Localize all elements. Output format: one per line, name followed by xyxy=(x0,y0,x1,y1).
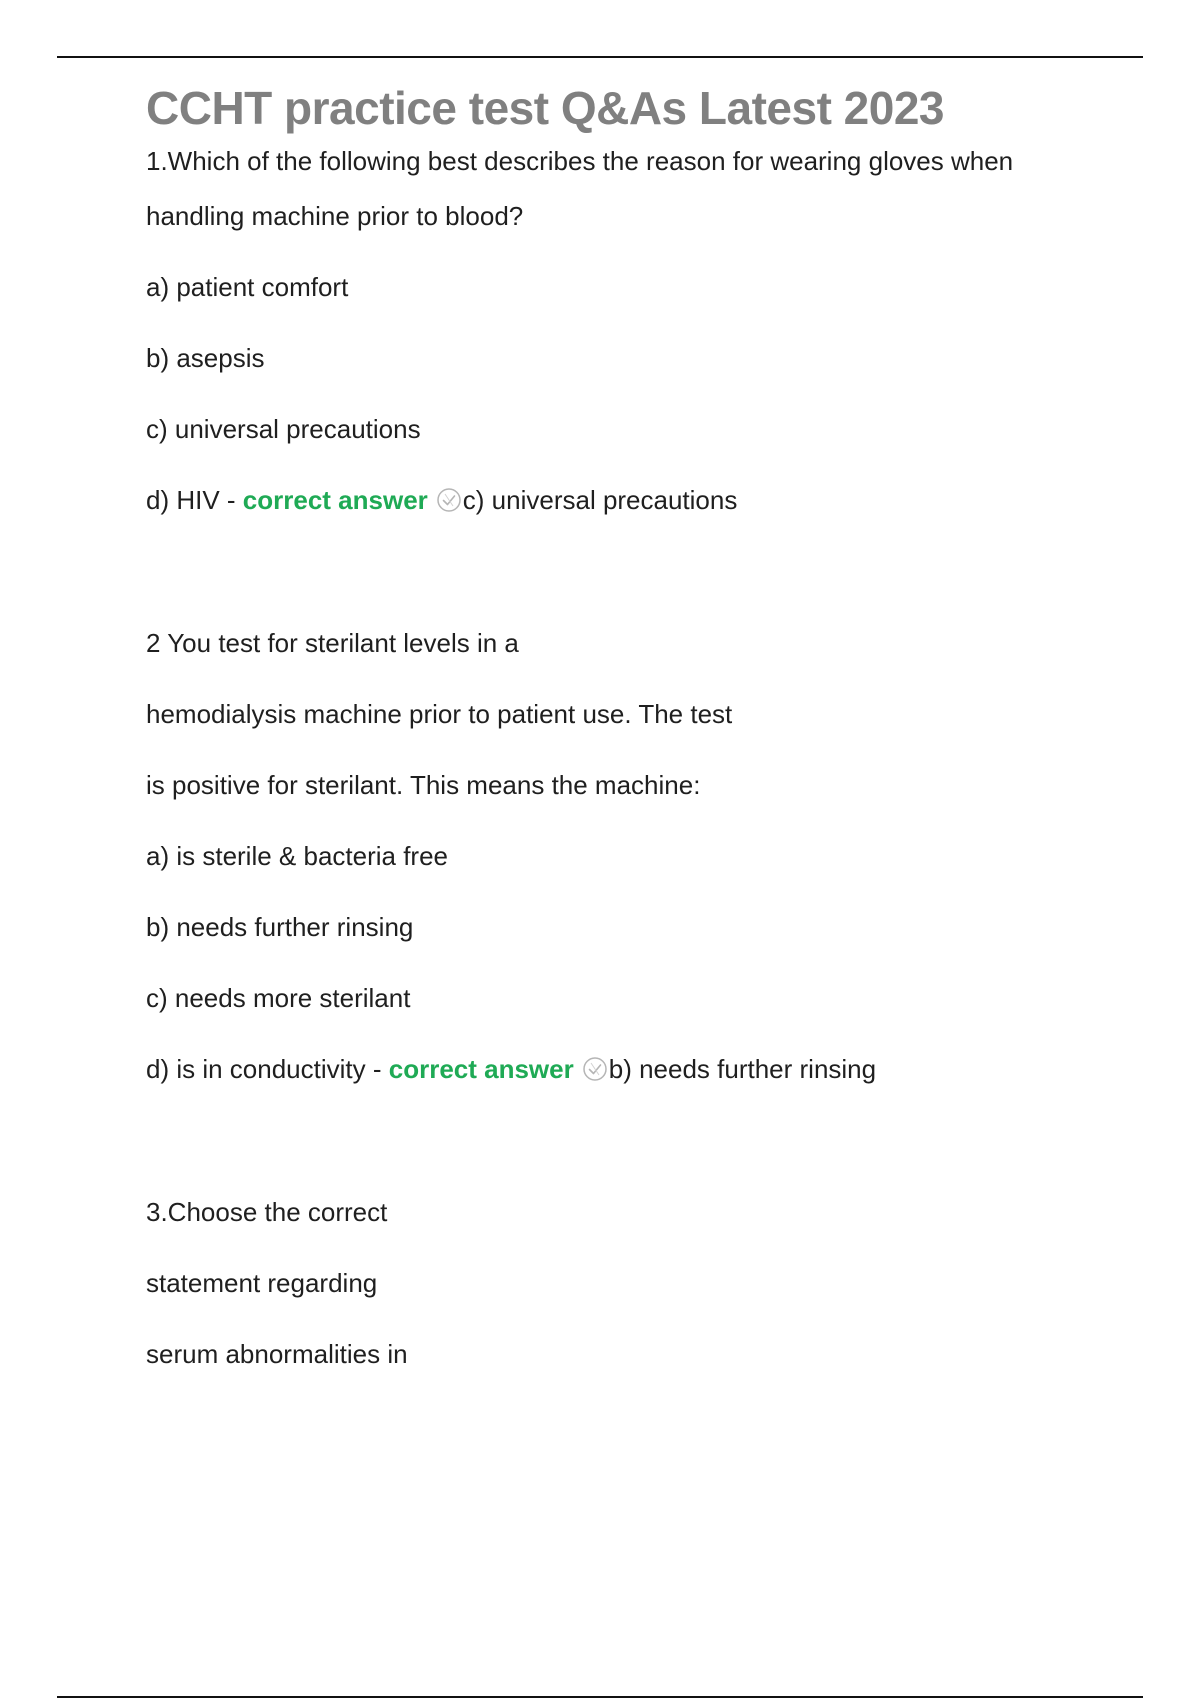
top-rule xyxy=(57,56,1143,58)
question-3-text-line: serum abnormalities in xyxy=(146,1339,408,1369)
question-2-text-line: is positive for sterilant. This means the machine: xyxy=(146,770,701,800)
option-b: b) asepsis xyxy=(146,343,265,373)
option-a: a) is sterile & bacteria free xyxy=(146,841,449,871)
option-c: c) universal precautions xyxy=(146,414,421,444)
question-1-text-line: handling machine prior to blood? xyxy=(146,201,524,231)
option-a: a) patient comfort xyxy=(146,272,349,302)
check-circle-icon xyxy=(582,1056,608,1082)
option-d: d) is in conductivity - xyxy=(146,1054,389,1084)
question-2-text-line: hemodialysis machine prior to patient use. The test xyxy=(146,699,733,729)
document-body xyxy=(146,76,1106,1373)
question-2-text-line: 2 You test for sterilant levels in a xyxy=(146,628,519,658)
option-d: d) HIV - xyxy=(146,485,243,515)
check-circle-icon xyxy=(436,487,462,513)
option-d-with-answer xyxy=(146,1050,1106,1088)
question-3-text-line: statement regarding xyxy=(146,1268,378,1298)
document-title: CCHT practice test Q&As Latest 2023 xyxy=(146,82,945,134)
correct-answer-label: correct answer xyxy=(242,485,428,515)
bottom-rule xyxy=(57,1696,1143,1698)
option-c: c) needs more sterilant xyxy=(146,983,411,1013)
answer-text: b) needs further rinsing xyxy=(608,1054,877,1084)
question-2 xyxy=(146,624,1106,1088)
option-d-with-answer xyxy=(146,481,1106,519)
question-1-text-line: 1.Which of the following best describes the reason for wearing gloves when xyxy=(146,146,1014,176)
question-3-text-line: 3.Choose the correct xyxy=(146,1197,388,1227)
option-b: b) needs further rinsing xyxy=(146,912,414,942)
question-3 xyxy=(146,1193,1106,1373)
question-1 xyxy=(146,142,1106,519)
answer-text: c) universal precautions xyxy=(462,485,738,515)
correct-answer-label: correct answer xyxy=(388,1054,574,1084)
